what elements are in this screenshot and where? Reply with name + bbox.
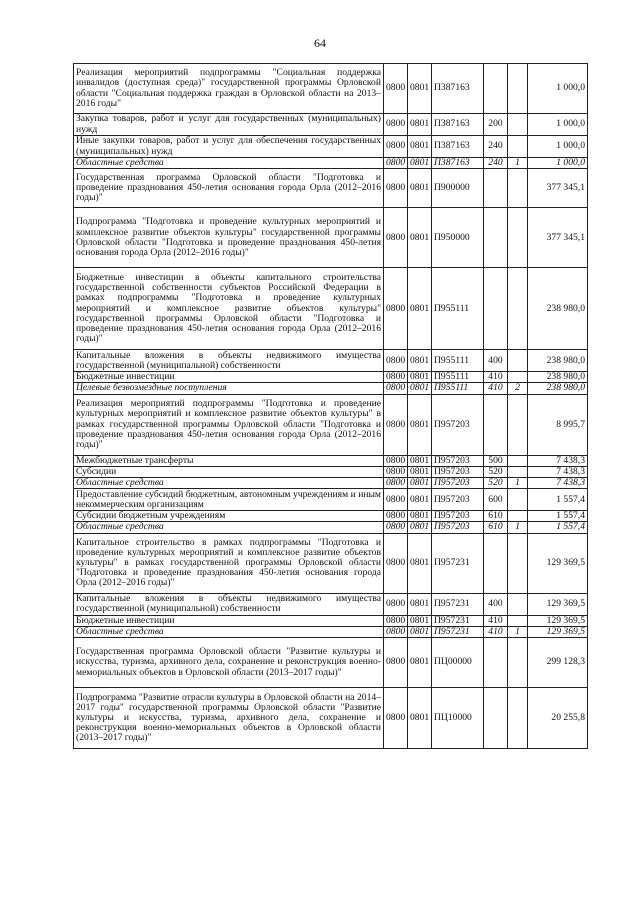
row-source	[508, 136, 528, 158]
row-name: Капитальные вложения в объекты недвижимого имущества государственной (муниципальной) собственности	[74, 350, 384, 372]
row-source	[508, 372, 528, 383]
row-subsection-code: 0801	[408, 638, 432, 688]
row-target-code: П900000	[432, 169, 484, 208]
row-source	[508, 533, 528, 593]
row-amount: 238 980,0	[528, 350, 588, 372]
row-section-code: 0800	[384, 615, 408, 626]
table-row	[74, 638, 588, 688]
row-amount: 129 369,5	[528, 615, 588, 626]
row-amount: 1 557,4	[528, 511, 588, 522]
row-name: Субсидии бюджетным учреждениям	[74, 511, 384, 522]
row-target-code: П957231	[432, 533, 484, 593]
row-expense-type: 610	[484, 522, 508, 533]
row-target-code: П957203	[432, 478, 484, 489]
row-expense-type: 600	[484, 489, 508, 511]
row-subsection-code: 0801	[408, 350, 432, 372]
table-row	[74, 114, 588, 136]
row-source	[508, 615, 528, 626]
row-target-code: ПЦ10000	[432, 688, 484, 749]
row-expense-type	[484, 394, 508, 455]
row-subsection-code: 0801	[408, 615, 432, 626]
row-subsection-code: 0801	[408, 626, 432, 637]
table-row	[74, 615, 588, 626]
row-name: Капитальное строительство в рамках подпрограммы "Подготовка и проведение культурных мероприятий и комплексное развитие объектов культуры" в рамках государственной программы Орловской области "Подготовка и проведение празднования 450-летия основания города Орла (2012–2016 годы)"	[74, 533, 384, 593]
row-expense-type	[484, 169, 508, 208]
table-row	[74, 268, 588, 350]
row-name: Межбюджетные трансферты	[74, 455, 384, 466]
row-amount: 238 980,0	[528, 383, 588, 394]
row-name: Реализация мероприятий подпрограммы "Социальная поддержка инвалидов (доступная среда)" государственной программы Орловской области "Социальная поддержка граждан в Орловской области на 2013–2016 годы"	[74, 64, 384, 114]
row-source	[508, 268, 528, 350]
row-subsection-code: 0801	[408, 455, 432, 466]
row-amount: 8 995,7	[528, 394, 588, 455]
row-section-code: 0800	[384, 455, 408, 466]
row-name: Бюджетные инвестиции	[74, 372, 384, 383]
row-name: Бюджетные инвестиции	[74, 615, 384, 626]
row-name: Государственная программа Орловской области "Подготовка и проведение празднования 450-летия основания города Орла (2012–2016 годы)"	[74, 169, 384, 208]
row-section-code: 0800	[384, 268, 408, 350]
table-row	[74, 372, 588, 383]
row-source: 1	[508, 626, 528, 637]
row-expense-type	[484, 268, 508, 350]
row-name: Областные средства	[74, 478, 384, 489]
row-target-code: П387163	[432, 136, 484, 158]
row-target-code: П957203	[432, 455, 484, 466]
row-subsection-code: 0801	[408, 372, 432, 383]
page-number: 64	[314, 36, 326, 50]
row-target-code: П957231	[432, 593, 484, 615]
row-expense-type: 200	[484, 114, 508, 136]
row-section-code: 0800	[384, 169, 408, 208]
row-amount: 1 000,0	[528, 64, 588, 114]
row-section-code: 0800	[384, 533, 408, 593]
row-amount: 1 000,0	[528, 158, 588, 169]
row-amount: 1 557,4	[528, 522, 588, 533]
row-source	[508, 638, 528, 688]
row-source	[508, 350, 528, 372]
row-expense-type: 520	[484, 466, 508, 477]
row-target-code: П955111	[432, 372, 484, 383]
row-subsection-code: 0801	[408, 114, 432, 136]
row-section-code: 0800	[384, 489, 408, 511]
row-subsection-code: 0801	[408, 489, 432, 511]
row-name: Областные средства	[74, 626, 384, 637]
row-target-code: П957203	[432, 511, 484, 522]
row-source	[508, 114, 528, 136]
row-name: Подпрограмма "Развитие отрасли культуры в Орловской области на 2014–2017 годы" государственной программы Орловской области "Развитие культуры и искусства, туризма, архивного дела, сохранение и реконструкция военно-мемориальных объектов в Орловской области (2013–2017 годы)"	[74, 688, 384, 749]
row-target-code: П950000	[432, 208, 484, 268]
row-target-code: П955111	[432, 268, 484, 350]
row-target-code: П957231	[432, 615, 484, 626]
table-row	[74, 511, 588, 522]
row-source	[508, 394, 528, 455]
row-expense-type	[484, 533, 508, 593]
row-target-code: П957203	[432, 489, 484, 511]
row-source	[508, 208, 528, 268]
row-amount: 7 438,3	[528, 466, 588, 477]
row-expense-type: 400	[484, 350, 508, 372]
row-subsection-code: 0801	[408, 522, 432, 533]
table-row	[74, 455, 588, 466]
row-section-code: 0800	[384, 64, 408, 114]
table-row	[74, 383, 588, 394]
table-row	[74, 208, 588, 268]
row-target-code: П957203	[432, 394, 484, 455]
row-subsection-code: 0801	[408, 394, 432, 455]
row-amount: 1 000,0	[528, 136, 588, 158]
row-expense-type: 410	[484, 383, 508, 394]
row-subsection-code: 0801	[408, 208, 432, 268]
row-expense-type: 520	[484, 478, 508, 489]
row-target-code: П387163	[432, 64, 484, 114]
row-source	[508, 169, 528, 208]
row-amount: 7 438,3	[528, 455, 588, 466]
row-subsection-code: 0801	[408, 268, 432, 350]
row-expense-type	[484, 638, 508, 688]
row-source: 1	[508, 522, 528, 533]
row-section-code: 0800	[384, 593, 408, 615]
row-subsection-code: 0801	[408, 511, 432, 522]
row-section-code: 0800	[384, 158, 408, 169]
row-target-code: П955111	[432, 383, 484, 394]
row-expense-type: 610	[484, 511, 508, 522]
row-amount: 238 980,0	[528, 268, 588, 350]
row-section-code: 0800	[384, 478, 408, 489]
table-row	[74, 478, 588, 489]
table-row	[74, 394, 588, 455]
budget-table	[73, 63, 588, 749]
row-amount: 1 000,0	[528, 114, 588, 136]
row-target-code: П957203	[432, 522, 484, 533]
row-name: Субсидии	[74, 466, 384, 477]
table-row	[74, 136, 588, 158]
row-target-code: П957203	[432, 466, 484, 477]
table-row	[74, 466, 588, 477]
row-section-code: 0800	[384, 372, 408, 383]
budget-table-body	[74, 64, 588, 749]
row-section-code: 0800	[384, 511, 408, 522]
table-row	[74, 688, 588, 749]
row-source: 2	[508, 383, 528, 394]
row-source	[508, 64, 528, 114]
row-target-code: П387163	[432, 158, 484, 169]
row-subsection-code: 0801	[408, 158, 432, 169]
row-section-code: 0800	[384, 688, 408, 749]
row-name: Капитальные вложения в объекты недвижимого имущества государственной (муниципальной) собственности	[74, 593, 384, 615]
row-section-code: 0800	[384, 136, 408, 158]
table-row	[74, 489, 588, 511]
row-expense-type: 240	[484, 158, 508, 169]
row-amount: 299 128,3	[528, 638, 588, 688]
row-subsection-code: 0801	[408, 466, 432, 477]
row-target-code: ПЦ00000	[432, 638, 484, 688]
table-row	[74, 533, 588, 593]
row-expense-type: 410	[484, 372, 508, 383]
row-expense-type	[484, 208, 508, 268]
table-row	[74, 350, 588, 372]
row-source	[508, 466, 528, 477]
table-row	[74, 626, 588, 637]
row-name: Закупка товаров, работ и услуг для государственных (муниципальных) нужд	[74, 114, 384, 136]
row-expense-type: 400	[484, 593, 508, 615]
table-row	[74, 158, 588, 169]
row-section-code: 0800	[384, 350, 408, 372]
row-source	[508, 688, 528, 749]
row-section-code: 0800	[384, 626, 408, 637]
row-section-code: 0800	[384, 638, 408, 688]
row-expense-type	[484, 64, 508, 114]
row-source	[508, 489, 528, 511]
row-subsection-code: 0801	[408, 533, 432, 593]
row-amount: 1 557,4	[528, 489, 588, 511]
row-amount: 238 980,0	[528, 372, 588, 383]
row-name: Бюджетные инвестиции в объекты капитального строительства государственной собственности субъектов Российской Федерации в рамках подпрограммы "Подготовка и проведение культурных мероприятий и комплексное развитие объектов культуры" государственной программы Орловской области "Подготовка и проведение празднования 450-летия основания города Орла (2012–2016 годы)"	[74, 268, 384, 350]
row-name: Подпрограмма "Подготовка и проведение культурных мероприятий и комплексное развитие объектов культуры" государственной программы Орловской области "Подготовка и проведение празднования 450-летия основания города Орла (2012–2016 годы)"	[74, 208, 384, 268]
row-section-code: 0800	[384, 522, 408, 533]
row-name: Областные средства	[74, 522, 384, 533]
table-row	[74, 64, 588, 114]
row-source	[508, 593, 528, 615]
row-source: 1	[508, 478, 528, 489]
row-source	[508, 455, 528, 466]
row-expense-type: 240	[484, 136, 508, 158]
row-subsection-code: 0801	[408, 478, 432, 489]
row-name: Иные закупки товаров, работ и услуг для обеспечения государственных (муниципальных) нужд	[74, 136, 384, 158]
row-name: Предоставление субсидий бюджетным, автономным учреждениям и иным некоммерческим организациям	[74, 489, 384, 511]
row-subsection-code: 0801	[408, 169, 432, 208]
row-expense-type: 410	[484, 615, 508, 626]
row-target-code: П955111	[432, 350, 484, 372]
row-amount: 129 369,5	[528, 533, 588, 593]
row-subsection-code: 0801	[408, 688, 432, 749]
row-target-code: П387163	[432, 114, 484, 136]
table-row	[74, 522, 588, 533]
row-section-code: 0800	[384, 466, 408, 477]
row-section-code: 0800	[384, 394, 408, 455]
row-expense-type: 410	[484, 626, 508, 637]
row-section-code: 0800	[384, 208, 408, 268]
row-source: 1	[508, 158, 528, 169]
row-amount: 129 369,5	[528, 593, 588, 615]
row-amount: 20 255,8	[528, 688, 588, 749]
row-expense-type	[484, 688, 508, 749]
row-amount: 377 345,1	[528, 169, 588, 208]
row-subsection-code: 0801	[408, 593, 432, 615]
row-subsection-code: 0801	[408, 64, 432, 114]
row-source	[508, 511, 528, 522]
row-name: Реализация мероприятий подпрограммы "Подготовка и проведение культурных мероприятий и комплексное развитие объектов культуры" в рамках государственной программы Орловской области "Подготовка и проведение празднования 450-летия основания города Орла (2012–2016 годы)"	[74, 394, 384, 455]
row-expense-type: 500	[484, 455, 508, 466]
row-amount: 377 345,1	[528, 208, 588, 268]
row-name: Государственная программа Орловской области "Развитие культуры и искусства, туризма, архивного дела, сохранение и реконструкция военно-мемориальных объектов в Орловской области (2013–2017 годы)"	[74, 638, 384, 688]
row-section-code: 0800	[384, 114, 408, 136]
row-section-code: 0800	[384, 383, 408, 394]
table-row	[74, 593, 588, 615]
row-amount: 129 369,5	[528, 626, 588, 637]
row-amount: 7 438,3	[528, 478, 588, 489]
row-target-code: П957231	[432, 626, 484, 637]
row-subsection-code: 0801	[408, 136, 432, 158]
table-row	[74, 169, 588, 208]
row-subsection-code: 0801	[408, 383, 432, 394]
row-name: Целевые безвозмездные поступления	[74, 383, 384, 394]
row-name: Областные средства	[74, 158, 384, 169]
